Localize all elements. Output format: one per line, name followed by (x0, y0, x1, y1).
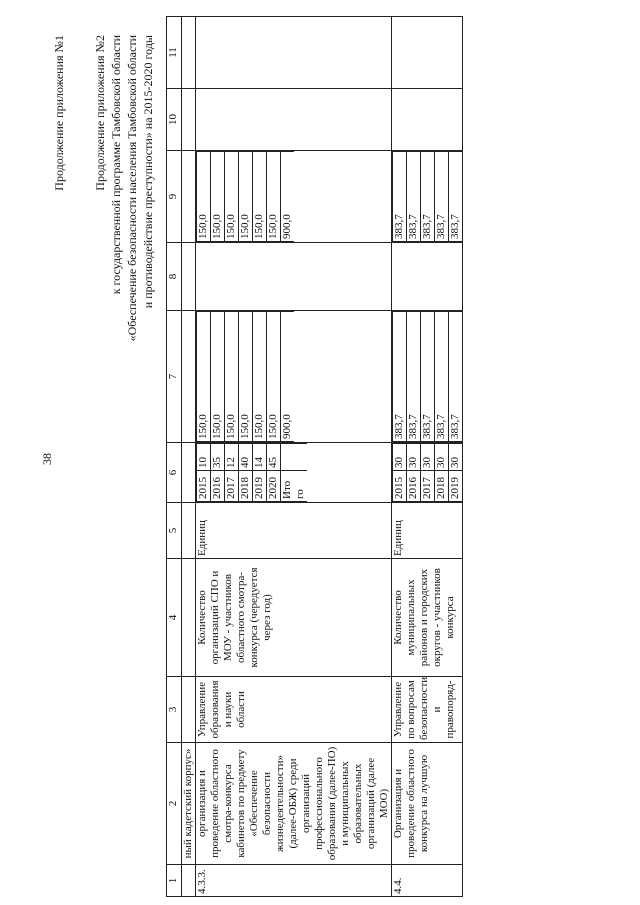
col-number: 4 (167, 559, 182, 677)
col7-cell (196, 311, 392, 443)
year: 2017 (421, 471, 435, 502)
amount: 383,7 (449, 312, 463, 442)
measure-title: организация и проведение областного смотра-конкурса кабинетов по предмету «Обеспечение безопасности жизнедеятельности» (далее-ОБЖ) среди организаций профессионального образования (далее-ПО) и муниципальных образовательных организаций (далее МОО) (196, 743, 392, 865)
years-cell (392, 443, 463, 503)
year-value: 10 (197, 444, 211, 471)
year-value: 30 (407, 444, 421, 471)
col7-cell (392, 311, 463, 443)
amount: 383,7 (449, 152, 463, 242)
amount: 150,0 (211, 312, 225, 442)
col-number: 3 (167, 677, 182, 743)
col9-cell (196, 151, 392, 243)
year-value: 30 (393, 444, 407, 471)
amount: 150,0 (197, 152, 211, 242)
year-value: 30 (421, 444, 435, 471)
amount-total: 900,0 (281, 152, 295, 242)
year-value: 30 (449, 444, 463, 471)
year: 2017 (225, 471, 239, 502)
total-label: Ито го (281, 471, 308, 502)
indicator: Количество организаций СПО и МОУ - участников областного смотра-конкурса (чередуется через год) (196, 559, 392, 677)
table-row (392, 17, 463, 897)
top-label: Продолжение приложения №1 (52, 35, 66, 191)
year: 2018 (239, 471, 253, 502)
page-number: 38 (40, 453, 54, 465)
col9-cell (392, 151, 463, 243)
col-number: 10 (167, 89, 182, 151)
row-number: 4.3.3. (196, 865, 392, 897)
year: 2016 (211, 471, 225, 502)
years-cell (196, 443, 392, 503)
program-table (166, 16, 463, 897)
unit: Единиц (392, 503, 463, 559)
amount: 383,7 (435, 312, 449, 442)
measure-title: Организация и проведение областного конкурса на лучшую (392, 743, 463, 865)
col9-values (392, 151, 462, 242)
year: 2019 (253, 471, 267, 502)
appendix-header (92, 35, 156, 341)
amount: 150,0 (267, 152, 281, 242)
year-value: 40 (239, 444, 253, 471)
amount: 383,7 (421, 312, 435, 442)
amount: 383,7 (393, 152, 407, 242)
amount: 383,7 (421, 152, 435, 242)
appendix-title: Продолжение приложения №2 (93, 35, 107, 191)
amount: 383,7 (407, 312, 421, 442)
year: 2020 (267, 471, 281, 502)
amount: 150,0 (253, 152, 267, 242)
continuation-row (182, 17, 196, 897)
amount: 150,0 (225, 152, 239, 242)
year: 2016 (407, 471, 421, 502)
year-value: 12 (225, 444, 239, 471)
year-value: 45 (267, 444, 281, 471)
col-number: 11 (167, 17, 182, 89)
col-number: 5 (167, 503, 182, 559)
col7-values (196, 311, 294, 442)
amount: 150,0 (267, 312, 281, 442)
col-number: 9 (167, 151, 182, 243)
col-number: 2 (167, 743, 182, 865)
executor: Управление образования и науки области (196, 677, 392, 743)
amount: 383,7 (393, 312, 407, 442)
amount: 150,0 (239, 152, 253, 242)
appendix-line: к государственной программе Тамбовской области (109, 35, 123, 295)
col9-values (196, 151, 294, 242)
years-table (196, 443, 307, 502)
appendix-line: и противодействие преступности» на 2015-2020 годы (141, 35, 155, 309)
table-row (196, 17, 392, 897)
year-value: 30 (435, 444, 449, 471)
column-number-row (167, 17, 182, 897)
amount-total: 900,0 (281, 312, 295, 442)
col-number: 1 (167, 865, 182, 897)
amount: 150,0 (197, 312, 211, 442)
unit: Единиц (196, 503, 392, 559)
year-value: 35 (211, 444, 225, 471)
year: 2018 (435, 471, 449, 502)
row-number: 4.4. (392, 865, 463, 897)
year: 2015 (393, 471, 407, 502)
amount: 150,0 (225, 312, 239, 442)
year: 2015 (197, 471, 211, 502)
col7-values (392, 311, 462, 442)
years-table (392, 443, 462, 502)
amount: 150,0 (239, 312, 253, 442)
amount: 383,7 (435, 152, 449, 242)
year: 2019 (449, 471, 463, 502)
continuation-title: ный кадетский корпус» (182, 743, 196, 865)
amount: 150,0 (253, 312, 267, 442)
indicator: Количество муниципальных районов и городских округов - участников конкурса (392, 559, 463, 677)
amount: 150,0 (211, 152, 225, 242)
executor: Управление по вопросам безопасности и правопоряд- (392, 677, 463, 743)
col-number: 7 (167, 311, 182, 443)
col-number: 8 (167, 243, 182, 311)
amount: 383,7 (407, 152, 421, 242)
appendix-line: «Обеспечение безопасности населения Тамбовской области (125, 35, 139, 342)
year-value: 14 (253, 444, 267, 471)
col-number: 6 (167, 443, 182, 503)
